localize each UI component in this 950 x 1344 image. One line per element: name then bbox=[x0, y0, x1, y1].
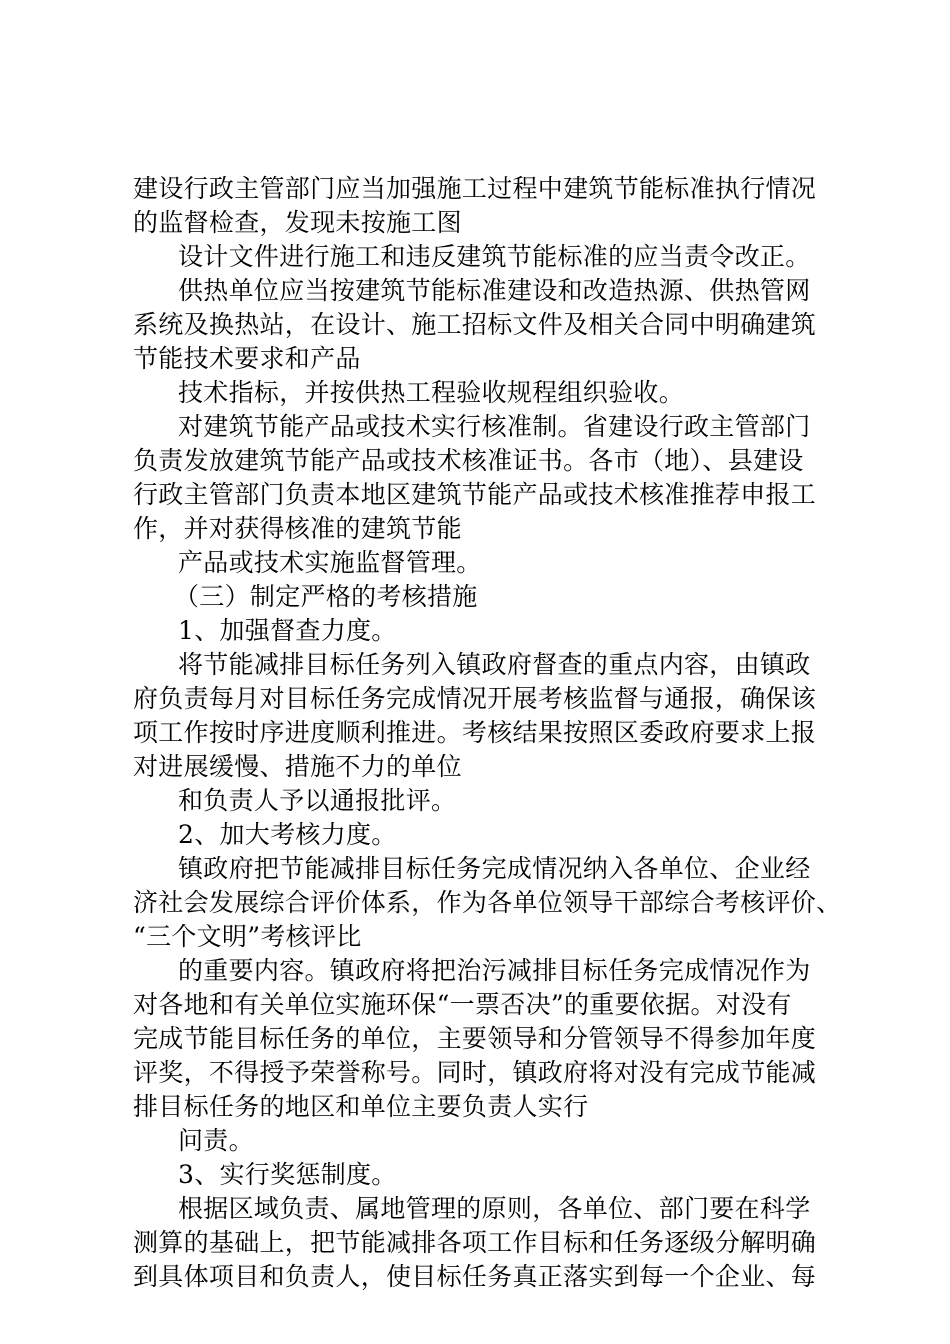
text-line: 设计文件进行施工和违反建筑节能标准的应当责令改正。 bbox=[178, 242, 811, 271]
text-line: 府负责每月对目标任务完成情况开展考核监督与通报，确保该 bbox=[133, 684, 817, 713]
subsection-heading: 3、实行奖惩制度。 bbox=[178, 1160, 397, 1189]
text-line: 到具体项目和负责人，使目标任务真正落实到每一个企业、每 bbox=[133, 1262, 817, 1291]
text-line: 作，并对获得核准的建筑节能 bbox=[133, 514, 462, 543]
text-line: 济社会发展综合评价体系，作为各单位领导干部综合考核评价、 bbox=[133, 888, 842, 917]
text-line: 完成节能目标任务的单位，主要领导和分管领导不得参加年度 bbox=[133, 1024, 817, 1053]
text-line: 行政主管部门负责本地区建筑节能产品或技术核准推荐申报工 bbox=[133, 480, 817, 509]
text-line: 系统及换热站，在设计、施工招标文件及相关合同中明确建筑 bbox=[133, 310, 817, 339]
text-line: 产品或技术实施监督管理。 bbox=[178, 548, 482, 577]
text-line: 节能技术要求和产品 bbox=[133, 344, 361, 373]
text-line: 的重要内容。镇政府将把治污减排目标任务完成情况作为 bbox=[178, 956, 811, 985]
text-line: 将节能减排目标任务列入镇政府督查的重点内容，由镇政 bbox=[178, 650, 811, 679]
text-line: 对各地和有关单位实施环保“一票否决”的重要依据。对没有 bbox=[133, 990, 792, 1019]
subsection-heading: 1、加强督查力度。 bbox=[178, 616, 397, 645]
text-line: 评奖，不得授予荣誉称号。同时，镇政府将对没有完成节能减 bbox=[133, 1058, 817, 1087]
text-line: “三个文明”考核评比 bbox=[133, 922, 362, 951]
text-line: 对建筑节能产品或技术实行核准制。省建设行政主管部门 bbox=[178, 412, 811, 441]
text-line: 测算的基础上，把节能减排各项工作目标和任务逐级分解明确 bbox=[133, 1228, 817, 1257]
text-line: 排目标任务的地区和单位主要负责人实行 bbox=[133, 1092, 589, 1121]
text-line: 技术指标，并按供热工程验收规程组织验收。 bbox=[178, 378, 685, 407]
text-line: 问责。 bbox=[178, 1126, 254, 1155]
subsection-heading: 2、加大考核力度。 bbox=[178, 820, 397, 849]
text-line: 的监督检查，发现未按施工图 bbox=[133, 208, 462, 237]
text-line: 镇政府把节能减排目标任务完成情况纳入各单位、企业经 bbox=[178, 854, 811, 883]
section-heading: （三）制定严格的考核措施 bbox=[174, 582, 478, 611]
text-line: 根据区域负责、属地管理的原则，各单位、部门要在科学 bbox=[178, 1194, 811, 1223]
text-line: 建设行政主管部门应当加强施工过程中建筑节能标准执行情况 bbox=[133, 174, 817, 203]
text-line: 对进展缓慢、措施不力的单位 bbox=[133, 752, 462, 781]
text-line: 项工作按时序进度顺利推进。考核结果按照区委政府要求上报 bbox=[133, 718, 817, 747]
text-line: 供热单位应当按建筑节能标准建设和改造热源、供热管网 bbox=[178, 276, 811, 305]
text-line: 和负责人予以通报批评。 bbox=[178, 786, 457, 815]
text-line: 负责发放建筑节能产品或技术核准证书。各市（地）、县建设 bbox=[133, 446, 804, 475]
